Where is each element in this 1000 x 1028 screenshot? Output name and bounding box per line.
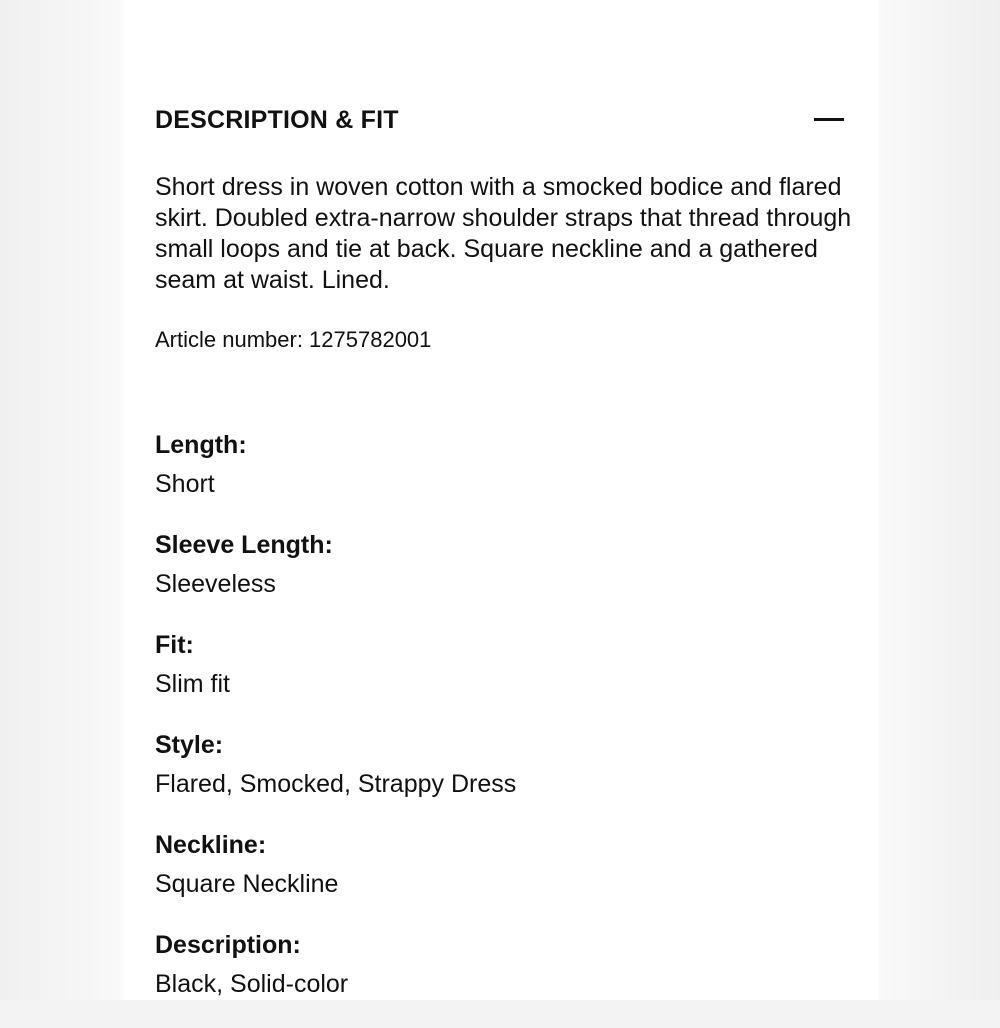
attribute-value: Flared, Smocked, Strappy Dress (155, 770, 517, 798)
minus-icon (814, 118, 844, 121)
accordion-header[interactable] (155, 100, 847, 140)
attribute-value: Short (155, 470, 215, 498)
description-fit-panel (124, 0, 878, 1000)
attribute-neckline (155, 828, 847, 906)
left-backdrop (0, 0, 124, 1000)
attribute-value: Sleeveless (155, 570, 276, 598)
attribute-description (155, 928, 847, 1006)
attribute-label: Neckline: (155, 831, 267, 859)
article-number: Article number: 1275782001 (155, 327, 432, 352)
attribute-label: Description: (155, 931, 301, 959)
attribute-label: Style: (155, 731, 224, 759)
attribute-fit (155, 628, 847, 706)
section-title: DESCRIPTION & FIT (155, 106, 399, 134)
attribute-style (155, 728, 847, 806)
attribute-label: Length: (155, 431, 247, 459)
attribute-length (155, 428, 847, 506)
right-backdrop (878, 0, 1000, 1000)
attribute-value: Black, Solid-color (155, 970, 349, 998)
attribute-label: Sleeve Length: (155, 531, 333, 559)
attribute-sleeve-length (155, 528, 847, 606)
collapse-button[interactable] (811, 104, 847, 134)
product-description: Short dress in woven cotton with a smocked bodice and flared skirt. Doubled extra-narrow shoulder straps that thread through small loops and tie at back. Square neckline and a gathered seam at waist. Lined. (155, 173, 852, 294)
attribute-value: Slim fit (155, 670, 230, 698)
attribute-list (155, 428, 847, 1028)
attribute-label: Fit: (155, 631, 194, 659)
attribute-value: Square Neckline (155, 870, 339, 898)
